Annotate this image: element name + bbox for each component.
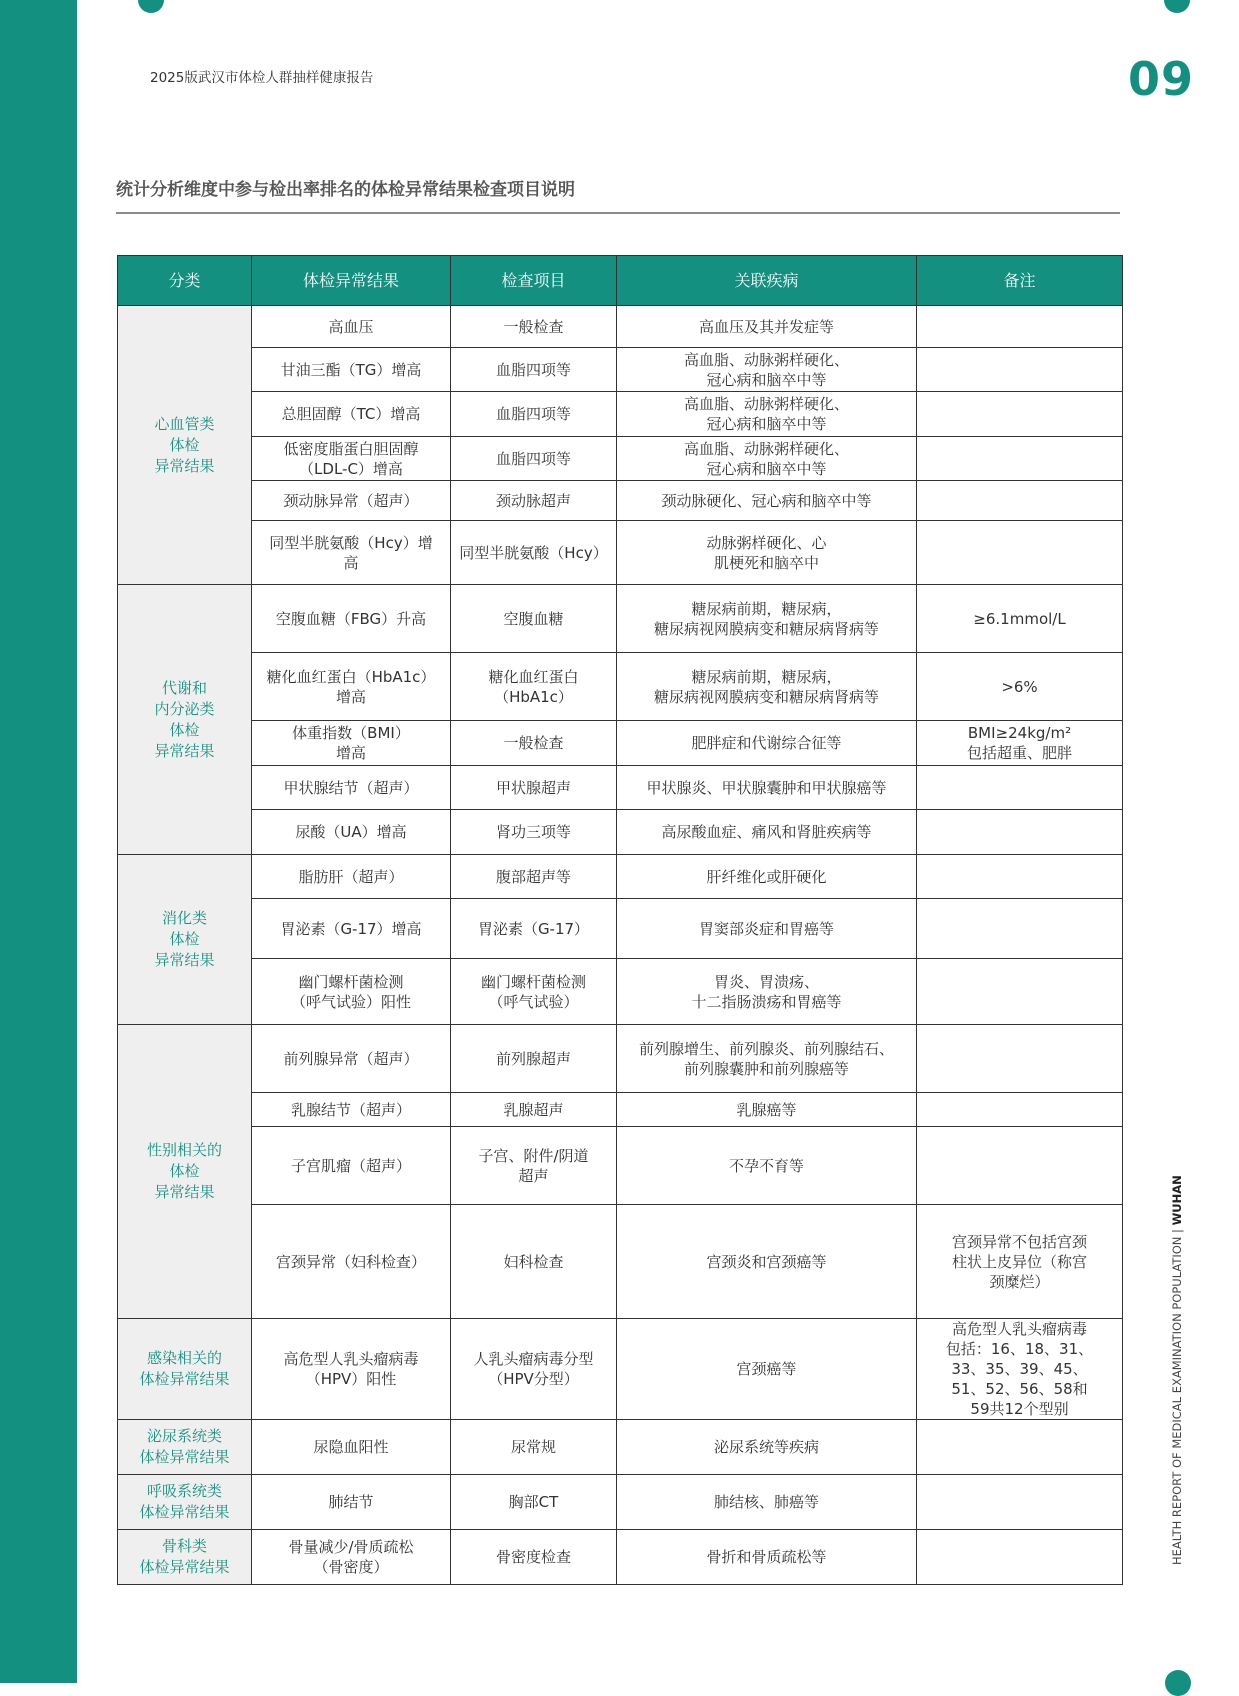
exam-item-cell-line: 腹部超声等 [495, 867, 571, 886]
note-cell [917, 1319, 1123, 1420]
related-disease-cell [617, 306, 917, 348]
exam-item-cell [451, 1420, 617, 1475]
abnormal-result-cell-line: （呼气试验）阳性 [290, 992, 411, 1011]
table-row [118, 392, 1123, 437]
table-row [118, 1420, 1123, 1475]
abnormal-result-cell-line: 肺结节 [328, 1493, 374, 1511]
related-disease-cell-line: 糖尿病前期，糖尿病， [691, 599, 842, 618]
exam-item-cell [451, 437, 617, 481]
note-cell-line: 包括超重、肥胖 [966, 744, 1072, 762]
related-disease-cell-line: 十二指肠溃疡和胃癌等 [691, 992, 842, 1011]
abnormal-result-cell [252, 855, 451, 899]
table-row [118, 1093, 1123, 1127]
exam-item-cell [451, 766, 617, 810]
exam-item-cell-line: 人乳头瘤病毒分型 [473, 1350, 594, 1368]
exam-item-cell [451, 585, 617, 653]
side-label-prefix: HEALTH REPORT OF MEDICAL EXAMINATION POPULATION | [1170, 1225, 1184, 1565]
exam-item-cell [451, 959, 617, 1025]
abnormal-result-cell [252, 959, 451, 1025]
category-cell-line: 异常结果 [154, 951, 215, 969]
section-divider [116, 212, 1120, 214]
report-title: 2025版武汉市体检人群抽样健康报告 [150, 70, 374, 86]
category-cell [118, 1420, 252, 1475]
exam-item-cell-line: 前列腺超声 [495, 1049, 571, 1068]
abnormal-result-cell-line: （骨密度） [313, 1558, 389, 1576]
note-cell-line: ≥6.1mmol/L [973, 609, 1066, 628]
related-disease-cell [617, 810, 917, 855]
abnormal-result-cell [252, 585, 451, 653]
related-disease-cell-line: 肝纤维化或肝硬化 [706, 867, 827, 886]
abnormal-result-cell-line: 高危型人乳头瘤病毒 [283, 1350, 419, 1368]
related-disease-cell [617, 721, 917, 766]
note-cell [917, 1420, 1123, 1475]
related-disease-cell-line: 前列腺增生、前列腺炎、前列腺结石、 [638, 1039, 894, 1058]
note-cell [917, 437, 1123, 481]
exam-item-cell [451, 1319, 617, 1420]
note-cell [917, 306, 1123, 348]
abnormal-result-cell-line: 幽门螺杆菌检测 [298, 972, 404, 991]
category-cell-line: 内分泌类 [154, 699, 215, 718]
note-cell-line: 颈糜烂） [989, 1272, 1050, 1291]
related-disease-cell [617, 481, 917, 521]
abnormal-result-cell [252, 1127, 451, 1205]
column-header-note: 备注 [917, 256, 1123, 306]
related-disease-cell [617, 766, 917, 810]
abnormal-result-cell-line: 甘油三酯（TG）增高 [280, 360, 422, 379]
related-disease-cell-line: 高血脂、动脉粥样硬化、 [683, 350, 849, 369]
related-disease-cell [617, 1420, 917, 1475]
related-disease-cell [617, 899, 917, 959]
related-disease-cell-line: 冠心病和脑卒中等 [706, 459, 827, 478]
exam-item-cell-line: 一般检查 [503, 734, 564, 752]
exam-item-cell [451, 810, 617, 855]
table-row [118, 1475, 1123, 1530]
decorative-dot [1165, 1670, 1191, 1696]
abnormal-result-cell-line: 高血压 [328, 317, 374, 336]
category-cell-line: 呼吸系统类 [146, 1482, 222, 1500]
table-row [118, 1530, 1123, 1585]
exam-item-cell-line: 超声 [518, 1166, 549, 1185]
abnormal-result-cell-line: 增高 [335, 687, 366, 706]
related-disease-cell [617, 1205, 917, 1319]
exam-item-cell [451, 481, 617, 521]
category-cell [118, 1475, 252, 1530]
exam-item-cell [451, 721, 617, 766]
abnormal-result-cell-line: 胃泌素（G-17）增高 [280, 919, 422, 938]
side-label-city: WUHAN [1170, 1175, 1184, 1226]
abnormal-result-cell [252, 899, 451, 959]
side-label [1170, 1175, 1184, 1565]
column-header-exam: 检查项目 [451, 256, 617, 306]
exam-item-cell-line: （HbA1c） [494, 687, 573, 706]
related-disease-cell [617, 855, 917, 899]
exam-item-cell-line: 妇科检查 [503, 1252, 564, 1271]
abnormal-result-cell [252, 810, 451, 855]
abnormal-result-cell [252, 1205, 451, 1319]
exam-item-cell [451, 653, 617, 721]
category-cell-line: 代谢和 [161, 678, 207, 697]
abnormal-result-cell [252, 766, 451, 810]
exam-item-cell-line: 颈动脉超声 [495, 491, 571, 510]
abnormal-result-cell [252, 1319, 451, 1420]
note-cell [917, 899, 1123, 959]
related-disease-cell [617, 1025, 917, 1093]
exam-item-cell-line: 血脂四项等 [495, 360, 571, 379]
abnormal-result-cell [252, 306, 451, 348]
related-disease-cell-line: 不孕不育等 [728, 1156, 804, 1175]
exam-item-cell [451, 1127, 617, 1205]
abnormal-result-cell-line: 尿酸（UA）增高 [295, 823, 407, 841]
related-disease-cell [617, 585, 917, 653]
category-cell [118, 1319, 252, 1420]
abnormal-result-cell [252, 1093, 451, 1127]
table-row [118, 585, 1123, 653]
note-cell [917, 959, 1123, 1025]
category-cell-line: 心血管类 [154, 414, 215, 433]
exam-item-cell-line: （呼气试验） [488, 992, 579, 1011]
column-header-disease: 关联疾病 [617, 256, 917, 306]
column-header-result: 体检异常结果 [252, 256, 451, 306]
table-row [118, 1025, 1123, 1093]
abnormal-result-cell [252, 653, 451, 721]
exam-item-cell-line: 同型半胱氨酸（Hcy） [459, 543, 608, 562]
exam-item-cell-line: 胃泌素（G-17） [477, 919, 590, 938]
decorative-dot [138, 0, 164, 13]
category-cell-line: 消化类 [161, 909, 207, 927]
related-disease-cell-line: 糖尿病视网膜病变和糖尿病肾病等 [653, 619, 879, 638]
note-cell [917, 766, 1123, 810]
category-cell-line: 异常结果 [154, 741, 215, 760]
abnormal-result-cell-line: 同型半胱氨酸（Hcy）增 [269, 533, 433, 552]
note-cell [917, 653, 1123, 721]
related-disease-cell [617, 1319, 917, 1420]
related-disease-cell-line: 颈动脉硬化、冠心病和脑卒中等 [661, 491, 872, 510]
abnormal-result-cell-line: 前列腺异常（超声） [283, 1049, 419, 1068]
category-cell-line: 体检异常结果 [139, 1558, 230, 1576]
abnormal-result-cell [252, 348, 451, 392]
category-cell-line: 泌尿系统类 [146, 1427, 222, 1445]
category-cell [118, 585, 252, 855]
table-row [118, 348, 1123, 392]
related-disease-cell-line: 肥胖症和代谢综合征等 [691, 734, 842, 752]
related-disease-cell [617, 348, 917, 392]
abnormal-result-cell [252, 392, 451, 437]
exam-item-cell-line: 空腹血糖 [503, 609, 564, 628]
related-disease-cell-line: 高血脂、动脉粥样硬化、 [683, 439, 849, 458]
abnormal-result-cell [252, 721, 451, 766]
category-cell-line: 体检 [169, 930, 200, 948]
category-cell-line: 体检异常结果 [139, 1448, 230, 1466]
abnormal-result-cell [252, 1420, 451, 1475]
exam-item-cell-line: 一般检查 [503, 317, 564, 336]
related-disease-cell-line: 高血脂、动脉粥样硬化、 [683, 395, 849, 413]
abnormal-result-cell-line: 低密度脂蛋白胆固醇 [283, 439, 419, 458]
related-disease-cell [617, 521, 917, 585]
exam-item-cell-line: 子宫、附件/阴道 [478, 1146, 589, 1165]
related-disease-cell [617, 1127, 917, 1205]
abnormal-result-cell [252, 1530, 451, 1585]
table-row [118, 521, 1123, 585]
exam-item-cell-line: 幽门螺杆菌检测 [480, 972, 586, 991]
related-disease-cell-line: 糖尿病前期，糖尿病， [691, 667, 842, 686]
abnormal-result-cell [252, 481, 451, 521]
exam-item-cell-line: 乳腺超声 [503, 1100, 564, 1119]
related-disease-cell [617, 1093, 917, 1127]
table-row [118, 899, 1123, 959]
note-cell-line: 包括：16、18、31、 [945, 1340, 1094, 1358]
exam-item-cell-line: （HPV分型） [488, 1370, 579, 1388]
table-row [118, 481, 1123, 521]
related-disease-cell [617, 1475, 917, 1530]
note-cell [917, 1127, 1123, 1205]
exam-item-cell [451, 1205, 617, 1319]
related-disease-cell-line: 冠心病和脑卒中等 [706, 370, 827, 389]
table-header-row [118, 256, 1123, 306]
category-cell-line: 体检 [169, 720, 200, 739]
category-cell [118, 306, 252, 585]
exam-item-cell [451, 1025, 617, 1093]
related-disease-cell-line: 宫颈癌等 [736, 1360, 797, 1378]
related-disease-cell-line: 肺结核、肺癌等 [713, 1493, 819, 1511]
note-cell [917, 1093, 1123, 1127]
related-disease-cell-line: 甲状腺炎、甲状腺囊肿和甲状腺癌等 [646, 778, 887, 797]
note-cell-line: 59共12个型别 [970, 1400, 1069, 1418]
decorative-dot [1164, 0, 1190, 13]
abnormal-result-cell [252, 1025, 451, 1093]
abnormal-result-cell-line: 尿隐血阳性 [313, 1438, 389, 1456]
exam-item-cell [451, 306, 617, 348]
related-disease-cell-line: 宫颈炎和宫颈癌等 [706, 1252, 827, 1271]
category-cell-line: 体检 [169, 1162, 200, 1180]
abnormal-result-cell-line: （LDL-C）增高 [299, 459, 403, 478]
table-row [118, 1319, 1123, 1420]
related-disease-cell-line: 胃炎、胃溃疡、 [713, 972, 819, 991]
exam-item-cell-line: 血脂四项等 [495, 449, 571, 468]
category-cell-line: 体检 [169, 435, 200, 454]
abnormal-result-cell [252, 437, 451, 481]
related-disease-cell-line: 高尿酸血症、痛风和肾脏疾病等 [661, 823, 872, 841]
abnormal-result-cell-line: 骨量减少/骨质疏松 [288, 1538, 414, 1556]
note-cell [917, 348, 1123, 392]
category-cell-line: 性别相关的 [146, 1141, 222, 1159]
abnormal-result-cell [252, 521, 451, 585]
abnormal-result-cell-line: 宫颈异常（妇科检查） [275, 1252, 426, 1271]
table-row [118, 810, 1123, 855]
table-row [118, 721, 1123, 766]
related-disease-cell [617, 653, 917, 721]
note-cell [917, 721, 1123, 766]
exam-item-cell-line: 糖化血红蛋白 [488, 667, 579, 686]
category-cell [118, 1530, 252, 1585]
abnormal-result-cell-line: 甲状腺结节（超声） [283, 778, 419, 797]
category-cell-line: 异常结果 [154, 1183, 215, 1201]
exam-item-cell-line: 胸部CT [508, 1493, 559, 1511]
table-row [118, 306, 1123, 348]
note-cell-line: 柱状上皮异位（称宫 [951, 1252, 1087, 1271]
note-cell [917, 855, 1123, 899]
related-disease-cell-line: 泌尿系统等疾病 [713, 1438, 819, 1456]
note-cell [917, 1205, 1123, 1319]
abnormal-result-cell-line: （HPV）阳性 [305, 1370, 397, 1388]
abnormal-result-cell-line: 体重指数（BMI） [292, 724, 410, 742]
exam-item-cell [451, 1475, 617, 1530]
related-disease-cell-line: 糖尿病视网膜病变和糖尿病肾病等 [653, 687, 879, 706]
abnormal-result-cell-line: 颈动脉异常（超声） [283, 491, 419, 510]
related-disease-cell-line: 胃窦部炎症和胃癌等 [698, 919, 834, 938]
table-row [118, 855, 1123, 899]
abnormal-result-cell-line: 增高 [335, 744, 366, 762]
table-body [118, 306, 1123, 1585]
category-cell [118, 1025, 252, 1319]
exam-item-cell-line: 肾功三项等 [495, 823, 571, 841]
abnormal-result-cell-line: 脂肪肝（超声） [298, 867, 404, 886]
abnormal-result-cell-line: 糖化血红蛋白（HbA1c） [266, 667, 436, 686]
related-disease-cell-line: 动脉粥样硬化、心 [706, 533, 827, 552]
abnormal-result-cell-line: 空腹血糖（FBG）升高 [275, 609, 427, 628]
related-disease-cell [617, 437, 917, 481]
category-cell-line: 感染相关的 [146, 1349, 222, 1367]
abnormal-result-cell-line: 乳腺结节（超声） [290, 1100, 411, 1119]
exam-item-cell [451, 348, 617, 392]
exam-item-cell [451, 521, 617, 585]
note-cell-line: 宫颈异常不包括宫颈 [951, 1232, 1087, 1251]
section-title: 统计分析维度中参与检出率排名的体检异常结果检查项目说明 [116, 180, 575, 200]
note-cell [917, 392, 1123, 437]
abnormal-result-cell-line: 子宫肌瘤（超声） [290, 1156, 411, 1175]
note-cell [917, 585, 1123, 653]
related-disease-cell-line: 乳腺癌等 [736, 1100, 797, 1119]
exam-item-cell [451, 392, 617, 437]
table-row [118, 766, 1123, 810]
related-disease-cell-line: 前列腺囊肿和前列腺癌等 [683, 1059, 849, 1078]
table-row [118, 959, 1123, 1025]
exam-item-cell [451, 855, 617, 899]
table-row [118, 437, 1123, 481]
left-color-bar [0, 0, 77, 1683]
table-row [118, 1205, 1123, 1319]
category-cell-line: 骨科类 [161, 1537, 207, 1555]
table-row [118, 1127, 1123, 1205]
related-disease-cell-line: 骨折和骨质疏松等 [706, 1548, 827, 1566]
category-cell-line: 体检异常结果 [139, 1503, 230, 1521]
note-cell-line: 51、52、56、58和 [951, 1380, 1088, 1398]
note-cell-line: >6% [1001, 677, 1038, 696]
abnormal-result-cell [252, 1475, 451, 1530]
note-cell [917, 810, 1123, 855]
exam-item-cell [451, 1093, 617, 1127]
exam-item-cell [451, 1530, 617, 1585]
note-cell [917, 1530, 1123, 1585]
related-disease-cell [617, 1530, 917, 1585]
category-cell-line: 异常结果 [154, 456, 215, 475]
exam-item-cell-line: 甲状腺超声 [495, 778, 571, 797]
note-cell [917, 1025, 1123, 1093]
related-disease-cell-line: 高血压及其并发症等 [698, 317, 834, 336]
table-row [118, 653, 1123, 721]
related-disease-cell-line: 肌梗死和脑卒中 [713, 553, 819, 572]
exam-item-cell-line: 骨密度检查 [495, 1548, 571, 1566]
exam-item-cell-line: 血脂四项等 [495, 405, 571, 423]
note-cell-line: 高危型人乳头瘤病毒 [951, 1320, 1087, 1338]
note-cell [917, 481, 1123, 521]
exam-item-cell [451, 899, 617, 959]
note-cell-line: BMI≥24kg/m² [967, 724, 1072, 742]
related-disease-cell-line: 冠心病和脑卒中等 [706, 415, 827, 433]
note-cell [917, 521, 1123, 585]
category-cell [118, 855, 252, 1025]
exam-item-cell-line: 尿常规 [510, 1438, 556, 1456]
category-cell-line: 体检异常结果 [139, 1370, 230, 1388]
note-cell [917, 1475, 1123, 1530]
exam-items-table [117, 255, 1123, 1585]
page-number: 09 [1128, 52, 1195, 106]
abnormal-result-cell-line: 高 [343, 553, 359, 572]
related-disease-cell [617, 392, 917, 437]
abnormal-result-cell-line: 总胆固醇（TC）增高 [281, 405, 421, 423]
related-disease-cell [617, 959, 917, 1025]
column-header-category: 分类 [118, 256, 252, 306]
note-cell-line: 33、35、39、45、 [951, 1360, 1088, 1378]
